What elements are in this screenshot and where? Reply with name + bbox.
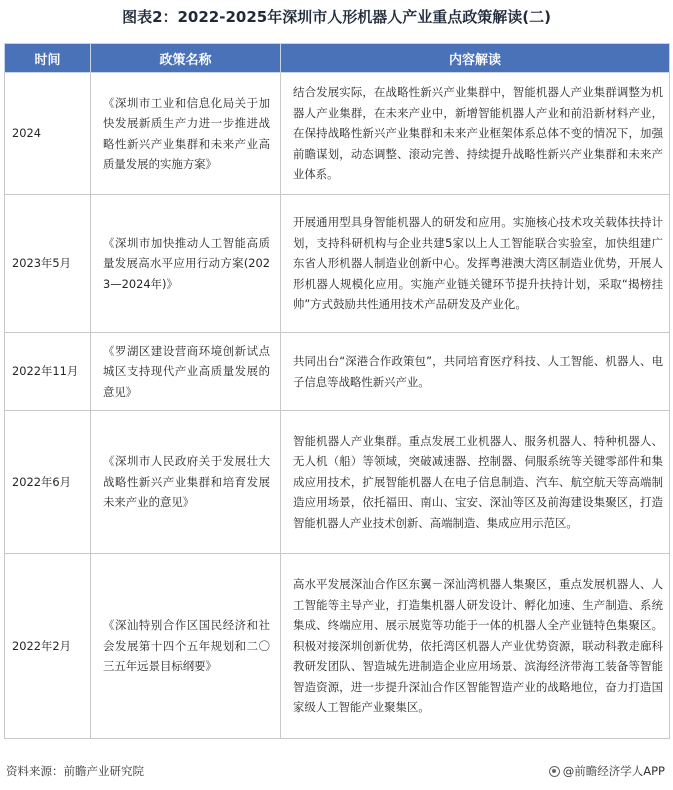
- cell-policy-name: 《深圳市加快推动人工智能高质量发展高水平应用行动方案(2023—2024年)》: [91, 195, 281, 333]
- cell-content: 共同出台“深港合作政策包”，共同培育医疗科技、人工智能、机器人、电子信息等战略性新兴产业。: [281, 333, 670, 411]
- policy-table: [4, 43, 670, 739]
- cell-content: 高水平发展深汕合作区东翼－深汕湾机器人集聚区，重点发展机器人、人工智能等主导产业，打造集机器人研发设计、孵化加速、生产制造、系统集成、终端应用、展示展览等功能于一体的机器人全产业链特色集聚区。积极对接深圳创新优势，依托湾区机器人产业优势资源，联动科教走廊科教研发团队、智造城先进制造企业应用场景、滨海经济带海工装备等智能智造资源，进一步提升深汕合作区智能智造产业的战略地位，奋力打造国家级人工智能产业聚集区。: [281, 554, 670, 739]
- table-row: [5, 411, 670, 554]
- cell-policy-name: 《罗湖区建设营商环境创新试点城区支持现代产业高质量发展的意见》: [91, 333, 281, 411]
- table-row: [5, 195, 670, 333]
- table-row: [5, 333, 670, 411]
- table-header-row: [5, 44, 670, 73]
- source-note: 资料来源：前瞻产业研究院: [6, 764, 144, 778]
- cell-content: 开展通用型具身智能机器人的研发和应用。实施核心技术攻关载体扶持计划，支持科研机构与企业共建5家以上人工智能联合实验室，加快组建广东省人形机器人制造业创新中心。发挥粤港澳大湾区制造业优势，开展人形机器人规模化应用。实施产业链关键环节提升扶持计划，采取“揭榜挂帅”方式鼓励共性通用技术产品研发及产业化。: [281, 195, 670, 333]
- table-row: [5, 73, 670, 195]
- cell-policy-name: 《深圳市人民政府关于发展壮大战略性新兴产业集群和培育发展未来产业的意见》: [91, 411, 281, 554]
- header-content: 内容解读: [281, 44, 670, 73]
- header-policy-name: 政策名称: [91, 44, 281, 73]
- cell-time: 2022年6月: [5, 411, 91, 554]
- cell-policy-name: 《深圳市工业和信息化局关于加快发展新质生产力进一步推进战略性新兴产业集群和未来产业高质量发展的实施方案》: [91, 73, 281, 195]
- cell-time: 2023年5月: [5, 195, 91, 333]
- brand-credit: [549, 763, 665, 779]
- cell-content: 智能机器人产业集群。重点发展工业机器人、服务机器人、特种机器人、无人机（船）等领域，突破减速器、控制器、伺服系统等关键零部件和集成应用技术，扩展智能机器人在电子信息制造、汽车、航空航天等高端制造应用场景，依托福田、南山、宝安、深汕等区及前海建设集聚区，打造智能机器人产业技术创新、高端制造、集成应用示范区。: [281, 411, 670, 554]
- brand-credit-text: @前瞻经济学人APP: [562, 764, 665, 778]
- chart-title: 图表2：2022-2025年深圳市人形机器人产业重点政策解读(二): [122, 8, 551, 26]
- cell-time: 2022年2月: [5, 554, 91, 739]
- cell-time: 2024: [5, 73, 91, 195]
- header-time: 时间: [5, 44, 91, 73]
- brand-logo-icon: [549, 766, 560, 777]
- table-row: [5, 554, 670, 739]
- cell-policy-name: 《深汕特别合作区国民经济和社会发展第十四个五年规划和二〇三五年远景目标纲要》: [91, 554, 281, 739]
- cell-content: 结合发展实际，在战略性新兴产业集群中，智能机器人产业集群调整为机器人产业集群，在未来产业中，新增智能机器人产业和前沿新材料产业，在保持战略性新兴产业集群和未来产业框架体系总体不变的情况下，加强前瞻谋划，动态调整、滚动完善、持续提升战略性新兴产业集群和未来产业体系。: [281, 73, 670, 195]
- cell-time: 2022年11月: [5, 333, 91, 411]
